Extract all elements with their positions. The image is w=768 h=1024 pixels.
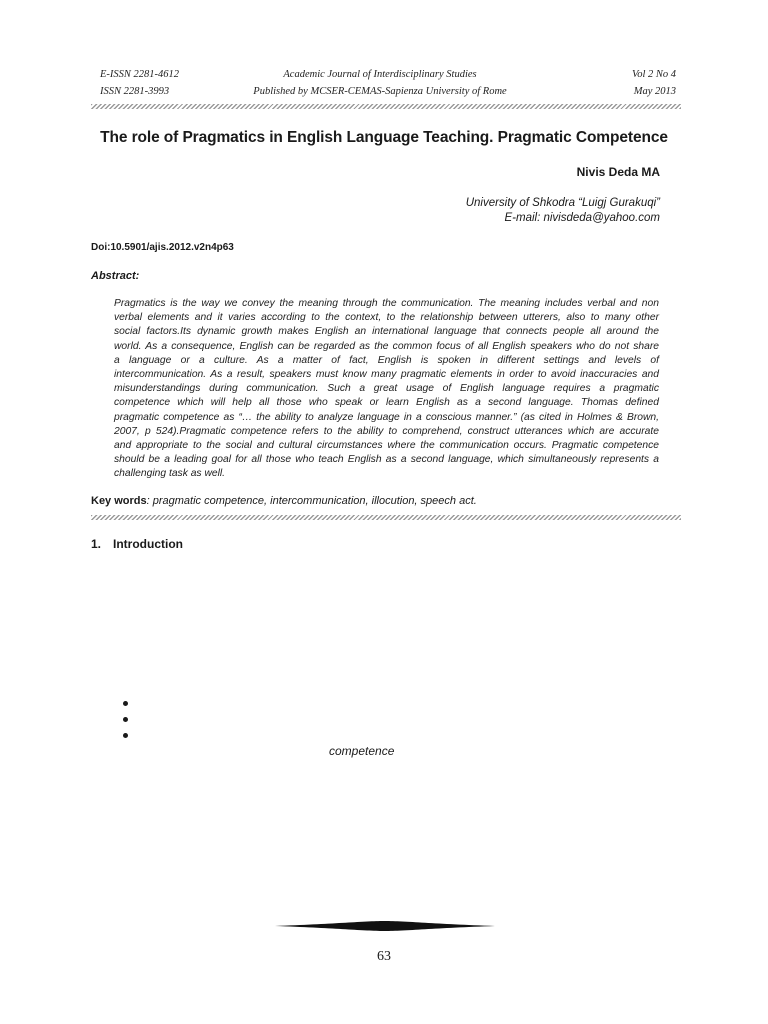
abstract-line: verbal elements and it varies according to the context, to the relationship between utterers, also to many other — [114, 312, 659, 324]
section-number: 1. — [91, 537, 102, 551]
keywords — [91, 495, 477, 507]
keywords-list: : pragmatic competence, intercommunication, illocution, speech act. — [146, 495, 477, 507]
abstract-line: misunderstandings during communication. Such a great usage of English language requires a pragmatic — [114, 383, 659, 395]
abstract-line: pragmatic competence as “… the ability to analyze language in a conscious manner.” (as cited in Holmes & Brown, — [114, 411, 659, 423]
bullet-marker — [123, 717, 128, 722]
stray-word: competence — [329, 744, 395, 758]
bullet-marker — [123, 701, 128, 706]
abstract-line: should be a leading goal for all those who teach English as a second language, which simultaneously represents a — [114, 454, 659, 466]
abstract-line: 2007, p 524).Pragmatic competence refers to the ability to comprehend, construct utterances which are accurate — [114, 425, 659, 437]
abstract-line: a language or a culture. As a matter of fact, English is spoken in different settings and levels of — [114, 354, 659, 366]
author-name: Nivis Deda MA — [576, 165, 660, 179]
abstract-rule — [91, 515, 681, 520]
volume: Vol 2 No 4 — [631, 69, 676, 80]
eissn: E-ISSN 2281-4612 — [100, 69, 180, 80]
footer-ornament — [275, 920, 495, 932]
abstract-label: Abstract: — [91, 270, 140, 282]
affiliation: University of Shkodra “Luigj Gurakuqi” — [465, 197, 660, 209]
issn: ISSN 2281-3993 — [100, 86, 170, 97]
abstract-line: and appropriate to the social and cultural circumstances where the communication occurs. Pragmatic competence — [114, 440, 659, 452]
header-rule — [91, 104, 681, 109]
doi: Doi:10.5901/ajis.2012.v2n4p63 — [91, 242, 234, 253]
publisher: Published by MCSER-CEMAS-Sapienza University of Rome — [253, 86, 507, 97]
abstract-line: challenging task as well. — [114, 468, 226, 480]
author-email: E-mail: nivisdeda@yahoo.com — [504, 212, 660, 224]
bullet-marker — [123, 733, 128, 738]
article-title: The role of Pragmatics in English Language Teaching. Pragmatic Competence — [100, 129, 668, 146]
page-number: 63 — [377, 949, 391, 964]
abstract-body — [114, 297, 659, 482]
keywords-label: Key words — [91, 495, 147, 507]
abstract-line: competence which will help all those who speak or learn English as a second language. Thomas defined — [114, 397, 659, 409]
issue-date: May 2013 — [633, 86, 676, 97]
abstract-line: world. As a consequence, English can be regarded as the common focus of all English speakers who do not share — [114, 340, 659, 352]
abstract-line: intercommunication. As a result, speakers must know many pragmatic elements in order to avoid inaccuracies and — [114, 369, 659, 381]
journal-name: Academic Journal of Interdisciplinary Studies — [283, 69, 477, 80]
abstract-line: Pragmatics is the way we convey the meaning through the communication. The meaning includes verbal and non — [114, 298, 659, 309]
section-title: Introduction — [113, 537, 183, 551]
abstract-line: social factors.Its dynamic growth makes English an international language that connects people all around the — [114, 326, 659, 338]
